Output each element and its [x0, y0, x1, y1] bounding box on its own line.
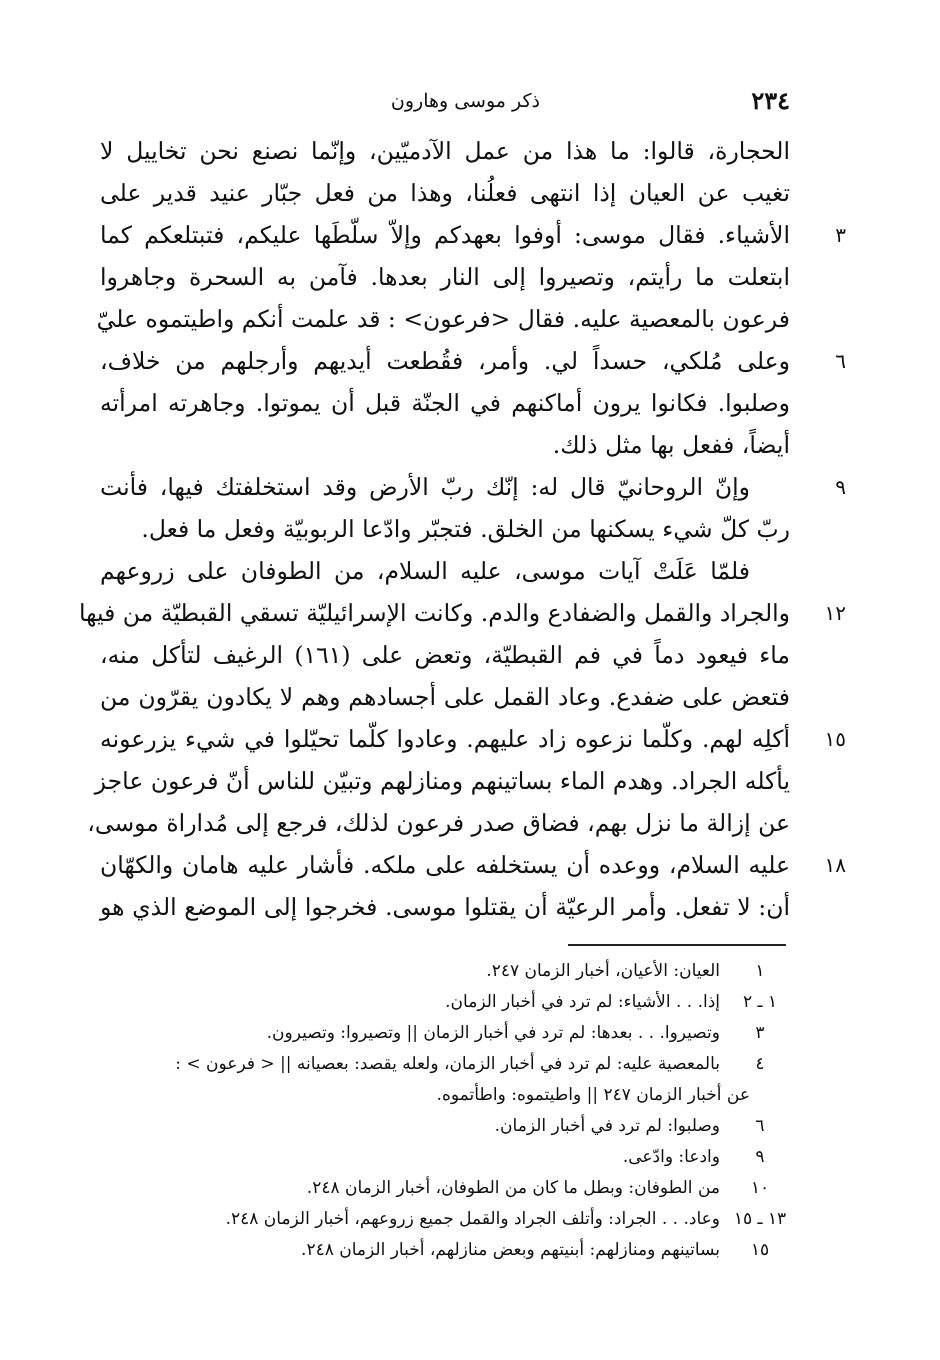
footnote [100, 956, 790, 987]
text-line [100, 508, 790, 550]
footnote-text: بساتينهم ومنازلهم: أبنيتهم وبعض منازلهم، أخبار الزمان ٢٤٨. [301, 1240, 720, 1260]
footnotes [100, 956, 790, 1266]
line-text: الحجارة، قالوا: ما هذا من عمل الآدميّين، وإنّما نصنع نحن تخاييل لا [100, 137, 790, 165]
text-line [79, 592, 846, 634]
footnote-number: ١ ـ ٢ [742, 992, 778, 1012]
text-line [100, 130, 790, 172]
text-line [100, 340, 846, 382]
footnote [100, 1142, 790, 1173]
footnote-number: ٩ [755, 1147, 765, 1167]
footnote [100, 1204, 790, 1235]
line-text: ربّ كلّ شيء يسكنها من الخلق. فتجبّر وادّعا الربوبيّة وفعل ما فعل. [141, 515, 790, 543]
text-line [96, 298, 790, 340]
text-line [100, 634, 790, 676]
line-text: تغيب عن العيان إذا انتهى فعلُنا، وهذا من فعل جبّار عنيد قدير على [100, 179, 790, 207]
line-number: ١٨ [824, 853, 846, 877]
text-line [100, 550, 790, 592]
line-text: فلمّا عَلَتْ آيات موسى، عليه السلام، من الطوفان على زروعهم [100, 557, 750, 585]
text-line [100, 676, 790, 718]
line-text: يأكله الجراد. وهدم الماء بساتينهم ومنازلهم وتبيّن للناس أنّ فرعون عاجز [94, 767, 790, 795]
footnote [100, 1049, 790, 1080]
text-line [87, 802, 790, 844]
footnote [100, 1173, 790, 1204]
footnote-number: ١٣ ـ ١٥ [733, 1209, 787, 1229]
text-line [100, 382, 790, 424]
line-text: أن: لا تفعل. وأمر الرعيّة أن يقتلوا موسى. فخرجوا إلى الموضع الذي هو [100, 893, 790, 921]
footnote-text: إذا. . . الأشياء: لم ترد في أخبار الزمان. [445, 992, 720, 1012]
line-text: ماء فيعود دماً في فم القبطيّة، وتعض على (١٦١) الرغيف لتأكل منه، [100, 641, 791, 669]
line-text: فرعون بالمعصية عليه. فقال <فرعون> : قد علمت أنكم واطيتموه عليّ [96, 305, 790, 333]
text-line [100, 256, 790, 298]
footnote [100, 987, 790, 1018]
footnote-text: وادعا: وادّعى. [622, 1147, 720, 1167]
footnote-number: ٣ [755, 1023, 765, 1043]
footnote-number: ١٠ [750, 1178, 770, 1198]
footnote-text: وعاد. . . الجراد: وأتلف الجراد والقمل جميع زروعهم، أخبار الزمان ٢٤٨. [225, 1209, 720, 1229]
footnote-text: العيان: الأعيان، أخبار الزمان ٢٤٧. [486, 961, 720, 981]
text-line [94, 760, 790, 802]
footnote [100, 1111, 790, 1142]
footnote-text: وتصيروا. . . بعدها: لم ترد في أخبار الزمان || وتصيروا: وتصيرون. [266, 1023, 720, 1043]
line-text: ابتعلت ما رأيتم، وتصيروا إلى النار بعدها. فآمن به السحرة وجاهروا [100, 263, 790, 291]
footnote-number: ٦ [755, 1116, 765, 1136]
footnote-text: بالمعصية عليه: لم ترد في أخبار الزمان، ولعله يقصد: بعصيانه || < فرعون > : [175, 1054, 720, 1074]
text-line [100, 718, 846, 760]
line-text: الأشياء. فقال موسى: أوفوا بعهدكم وإلاّ سلّطَها عليكم، فتبتلعكم كما [100, 221, 790, 249]
line-text: أيضاً، ففعل بها مثل ذلك. [552, 431, 790, 459]
line-text: عن إزالة ما نزل بهم، فضاق صدر فرعون لذلك، فرجع إلى مُداراة موسى، [87, 809, 790, 837]
line-number: ١٢ [824, 601, 846, 625]
line-text: وصلبوا. فكانوا يرون أماكنهم في الجنّة قبل أن يموتوا. وجاهرته امرأته [100, 389, 790, 417]
running-title: ذكر موسى وهارون [390, 90, 540, 112]
footnote-separator [568, 944, 786, 946]
footnote-text: وصلبوا: لم ترد في أخبار الزمان. [494, 1116, 720, 1136]
line-number: ٩ [835, 475, 846, 499]
footnote-number: ١٥ [750, 1240, 770, 1260]
text-line [100, 466, 846, 508]
line-text: أكلِه لهم. وكلّما نزعوه زاد عليهم. وعادوا كلّما تحيّلوا في شيء يزرعونه [100, 725, 790, 753]
line-text: والجراد والقمل والضفادع والدم. وكانت الإسرائيليّة تسقي القبطيّة من فيها [79, 599, 790, 627]
footnote-text: عن أخبار الزمان ٢٤٧ || واطيتموه: واطأتموه. [436, 1085, 750, 1105]
text-line [100, 886, 790, 928]
text-line [100, 214, 846, 256]
line-text: وإنّ الروحانيّ قال له: إنّك ربّ الأرض وقد استخلفتك فيها، فأنت [100, 473, 750, 501]
main-text [79, 130, 846, 928]
footnote-number: ٤ [755, 1054, 765, 1074]
footnote-number: ١ [755, 961, 765, 981]
text-line [100, 844, 846, 886]
page-header [100, 86, 790, 126]
footnote [100, 1018, 790, 1049]
footnote-text: من الطوفان: وبطل ما كان من الطوفان، أخبار الزمان ٢٤٨. [306, 1178, 720, 1198]
footnote-continuation [100, 1080, 790, 1111]
text-line [100, 172, 790, 214]
line-number: ١٥ [824, 727, 846, 751]
page-number: ٢٣٤ [751, 86, 790, 115]
text-line [100, 424, 790, 466]
line-number: ٣ [835, 223, 846, 247]
line-text: عليه السلام، ووعده أن يستخلفه على ملكه. فأشار عليه هامان والكهّان [100, 851, 790, 879]
footnote [100, 1235, 790, 1266]
line-text: فتعض على ضفدع. وعاد القمل على أجسادهم وهم لا يكادون يقرّون من [100, 683, 790, 711]
line-text: وعلى مُلكي، حسداً لي. وأمر، فقُطعت أيديهم وأرجلهم من خلاف، [100, 347, 790, 375]
line-number: ٦ [835, 349, 846, 373]
